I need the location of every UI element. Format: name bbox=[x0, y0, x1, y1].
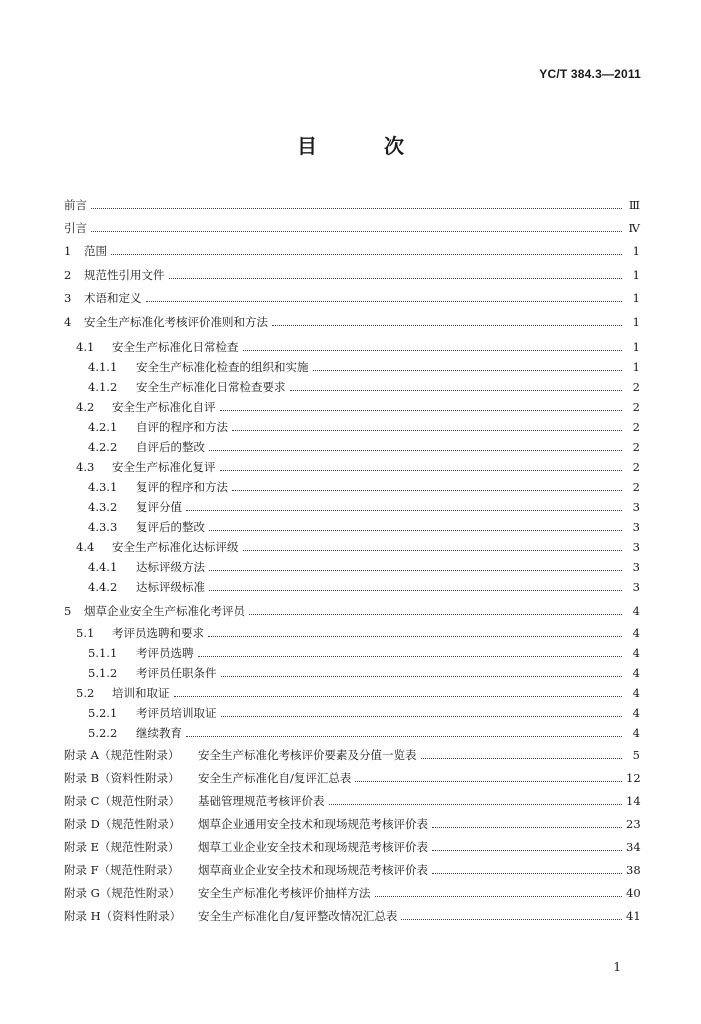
toc-entry-number: 4.3.1 bbox=[88, 480, 118, 494]
toc-entry[interactable] bbox=[64, 720, 640, 740]
toc-leader-dots bbox=[432, 857, 622, 874]
toc-entry-page: 3 bbox=[632, 540, 640, 554]
toc-entry-page: 4 bbox=[632, 604, 640, 618]
toc-entry-number: 4.1.1 bbox=[88, 360, 118, 374]
toc-entry-number: 4.4 bbox=[76, 540, 95, 554]
toc-entry-page: 2 bbox=[632, 400, 640, 414]
toc-entry-label: 烟草工业企业安全技术和现场规范考核评价表 bbox=[198, 840, 428, 854]
page-number: 1 bbox=[613, 960, 621, 974]
toc-entry-page: 3 bbox=[632, 520, 640, 534]
toc-entry-page: 38 bbox=[626, 863, 641, 877]
toc-entry-number: 4.2.1 bbox=[88, 420, 118, 434]
toc-entry-label: 复评的程序和方法 bbox=[136, 480, 228, 494]
toc-entry-number: 5.1.1 bbox=[88, 646, 118, 660]
toc-leader-dots bbox=[249, 598, 622, 615]
toc-leader-dots bbox=[208, 620, 622, 637]
toc-entry[interactable] bbox=[64, 434, 640, 454]
toc-leader-dots bbox=[401, 903, 622, 920]
toc-entry-number: 4.3.3 bbox=[88, 520, 118, 534]
toc-entry-number: 4.3 bbox=[76, 460, 95, 474]
toc-leader-dots bbox=[91, 215, 622, 232]
toc-entry-label: 烟草商业企业安全技术和现场规范考核评价表 bbox=[198, 863, 428, 877]
toc-entry-label: 术语和定义 bbox=[84, 291, 142, 305]
toc-entry-page: 2 bbox=[632, 480, 640, 494]
toc-entry-label: 范围 bbox=[84, 244, 107, 258]
toc-entry-page: 2 bbox=[632, 420, 640, 434]
toc-entry-page: 1 bbox=[632, 340, 640, 354]
toc-entry-page: 5 bbox=[632, 748, 640, 762]
toc-entry[interactable] bbox=[64, 394, 640, 414]
toc-entry[interactable] bbox=[64, 811, 641, 831]
toc-leader-dots bbox=[432, 811, 622, 828]
toc-leader-dots bbox=[174, 680, 623, 697]
toc-leader-dots bbox=[290, 374, 623, 391]
toc-entry[interactable] bbox=[64, 660, 640, 680]
toc-entry[interactable] bbox=[64, 215, 640, 235]
toc-entry-page: 3 bbox=[632, 500, 640, 514]
toc-entry[interactable] bbox=[64, 574, 640, 594]
toc-entry[interactable] bbox=[64, 903, 641, 923]
toc-entry-number: 4.3.2 bbox=[88, 500, 118, 514]
toc-leader-dots bbox=[243, 534, 623, 551]
toc-leader-dots bbox=[186, 720, 622, 737]
toc-entry[interactable] bbox=[64, 742, 640, 762]
toc-entry-number: 4.4.1 bbox=[88, 560, 118, 574]
toc-entry-label: 安全生产标准化考核评价抽样方法 bbox=[198, 886, 371, 900]
toc-entry-page: 14 bbox=[626, 794, 641, 808]
toc-entry-number: 5.2.1 bbox=[88, 706, 118, 720]
toc-entry-label: 安全生产标准化日常检查要求 bbox=[136, 380, 286, 394]
toc-entry-label: 引言 bbox=[64, 221, 87, 235]
toc-entry-page: 34 bbox=[626, 840, 641, 854]
toc-leader-dots bbox=[146, 285, 623, 302]
toc-entry[interactable] bbox=[64, 454, 640, 474]
toc-entry-number: 4.2.2 bbox=[88, 440, 118, 454]
toc-entry-number: 2 bbox=[64, 268, 72, 282]
toc-entry[interactable] bbox=[64, 554, 640, 574]
toc-entry-label: 安全生产标准化自评 bbox=[112, 400, 216, 414]
toc-entry-label: 考评员任职条件 bbox=[136, 666, 217, 680]
toc-entry-number: 1 bbox=[64, 244, 72, 258]
toc-entry[interactable] bbox=[64, 262, 640, 282]
toc-leader-dots bbox=[432, 834, 622, 851]
toc-entry-page: 3 bbox=[632, 560, 640, 574]
toc-entry-page: Ⅳ bbox=[628, 221, 640, 235]
toc-entry-page: 3 bbox=[632, 580, 640, 594]
toc-entry-number: 附录 G（规范性附录） bbox=[64, 886, 181, 900]
toc-entry[interactable] bbox=[64, 494, 640, 514]
toc-entry-label: 自评后的整改 bbox=[136, 440, 205, 454]
toc-entry-page: 40 bbox=[626, 886, 641, 900]
toc-entry-number: 5.2.2 bbox=[88, 726, 118, 740]
toc-leader-dots bbox=[220, 454, 623, 471]
toc-entry-number: 4.4.2 bbox=[88, 580, 118, 594]
toc-leader-dots bbox=[232, 414, 622, 431]
toc-entry-number: 4.1.2 bbox=[88, 380, 118, 394]
toc-entry-page: 1 bbox=[632, 315, 640, 329]
toc-entry[interactable] bbox=[64, 765, 641, 785]
toc-entry[interactable] bbox=[64, 620, 640, 640]
toc-leader-dots bbox=[329, 788, 623, 805]
toc-entry-page: 41 bbox=[626, 909, 641, 923]
toc-leader-dots bbox=[91, 192, 622, 209]
toc-entry[interactable] bbox=[64, 640, 640, 660]
toc-entry-label: 安全生产标准化日常检查 bbox=[112, 340, 239, 354]
toc-leader-dots bbox=[232, 474, 622, 491]
toc-leader-dots bbox=[355, 765, 622, 782]
toc-leader-dots bbox=[220, 394, 623, 411]
toc-entry-page: 4 bbox=[632, 686, 640, 700]
toc-entry-label: 考评员培训取证 bbox=[136, 706, 217, 720]
toc-entry-page: 12 bbox=[626, 771, 641, 785]
toc-entry-number: 5.2 bbox=[76, 686, 95, 700]
toc-entry-label: 烟草企业通用安全技术和现场规范考核评价表 bbox=[198, 817, 428, 831]
toc-entry[interactable] bbox=[64, 285, 640, 305]
toc-leader-dots bbox=[169, 262, 623, 279]
toc-leader-dots bbox=[375, 880, 623, 897]
toc-entry-number: 4.2 bbox=[76, 400, 95, 414]
toc-leader-dots bbox=[209, 434, 622, 451]
toc-entry-number: 附录 D（规范性附录） bbox=[64, 817, 181, 831]
toc-entry-page: 4 bbox=[632, 706, 640, 720]
toc-entry-label: 安全生产标准化考核评价要素及分值一览表 bbox=[198, 748, 417, 762]
toc-entry-page: 23 bbox=[626, 817, 641, 831]
toc-entry[interactable] bbox=[64, 700, 640, 720]
toc-entry[interactable] bbox=[64, 309, 640, 329]
toc-entry-label: 安全生产标准化检查的组织和实施 bbox=[136, 360, 309, 374]
toc-entry[interactable] bbox=[64, 857, 641, 877]
toc-entry[interactable] bbox=[64, 880, 641, 900]
toc-entry[interactable] bbox=[64, 192, 640, 212]
toc-entry[interactable] bbox=[64, 788, 641, 808]
toc-entry-label: 安全生产标准化自/复评汇总表 bbox=[198, 771, 352, 785]
toc-entry[interactable] bbox=[64, 474, 640, 494]
toc-entry-page: 4 bbox=[632, 666, 640, 680]
toc-entry-label: 安全生产标准化达标评级 bbox=[112, 540, 239, 554]
toc-entry[interactable] bbox=[64, 680, 640, 700]
page-title: 目 次 bbox=[297, 134, 434, 158]
toc-entry-page: 4 bbox=[632, 626, 640, 640]
toc-entry[interactable] bbox=[64, 598, 640, 618]
toc-leader-dots bbox=[243, 334, 623, 351]
toc-entry-number: 5.1.2 bbox=[88, 666, 118, 680]
toc-leader-dots bbox=[209, 574, 622, 591]
toc-leader-dots bbox=[221, 700, 623, 717]
toc-entry-page: 2 bbox=[632, 440, 640, 454]
toc-entry[interactable] bbox=[64, 374, 640, 394]
toc-leader-dots bbox=[186, 494, 622, 511]
toc-entry-number: 附录 C（规范性附录） bbox=[64, 794, 180, 808]
toc-leader-dots bbox=[272, 309, 622, 326]
toc-leader-dots bbox=[198, 640, 623, 657]
toc-entry-number: 4 bbox=[64, 315, 72, 329]
toc-entry-page: 1 bbox=[632, 268, 640, 282]
toc-leader-dots bbox=[209, 514, 622, 531]
toc-entry-page: 4 bbox=[632, 726, 640, 740]
toc-entry-label: 继续教育 bbox=[136, 726, 182, 740]
toc-entry-page: 4 bbox=[632, 646, 640, 660]
toc-entry-page: Ⅲ bbox=[628, 198, 640, 212]
toc-entry-number: 附录 A（规范性附录） bbox=[64, 748, 180, 762]
toc-entry-label: 达标评级方法 bbox=[136, 560, 205, 574]
toc-entry-label: 达标评级标准 bbox=[136, 580, 205, 594]
toc-entry-number: 5.1 bbox=[76, 626, 95, 640]
toc-entry[interactable] bbox=[64, 414, 640, 434]
toc-entry[interactable] bbox=[64, 834, 641, 854]
toc-entry-label: 培训和取证 bbox=[112, 686, 170, 700]
toc-leader-dots bbox=[209, 554, 622, 571]
toc-entry-number: 附录 B（资料性附录） bbox=[64, 771, 180, 785]
toc-entry[interactable] bbox=[64, 534, 640, 554]
toc-entry-number: 3 bbox=[64, 291, 72, 305]
toc-entry-page: 2 bbox=[632, 460, 640, 474]
toc-entry-label: 烟草企业安全生产标准化考评员 bbox=[84, 604, 245, 618]
toc-leader-dots bbox=[313, 354, 623, 371]
toc-entry-label: 规范性引用文件 bbox=[84, 268, 165, 282]
toc-entry-label: 考评员选聘和要求 bbox=[112, 626, 204, 640]
toc-entry-number: 4.1 bbox=[76, 340, 95, 354]
toc-leader-dots bbox=[421, 742, 623, 759]
toc-entry[interactable] bbox=[64, 238, 640, 258]
toc-leader-dots bbox=[111, 238, 622, 255]
toc-leader-dots bbox=[221, 660, 623, 677]
toc-entry-page: 1 bbox=[632, 244, 640, 258]
toc-entry[interactable] bbox=[64, 354, 640, 374]
toc-entry-number: 5 bbox=[64, 604, 72, 618]
toc-entry-label: 安全生产标准化自/复评整改情况汇总表 bbox=[198, 909, 398, 923]
toc-entry-label: 自评的程序和方法 bbox=[136, 420, 228, 434]
toc-entry-number: 附录 H（资料性附录） bbox=[64, 909, 182, 923]
toc-entry-page: 1 bbox=[632, 291, 640, 305]
toc-entry-label: 考评员选聘 bbox=[136, 646, 194, 660]
toc-entry-label: 基础管理规范考核评价表 bbox=[198, 794, 325, 808]
toc-entry-number: 附录 F（规范性附录） bbox=[64, 863, 180, 877]
toc-entry[interactable] bbox=[64, 514, 640, 534]
toc-entry-label: 复评后的整改 bbox=[136, 520, 205, 534]
toc-entry-page: 1 bbox=[632, 360, 640, 374]
toc-entry-label: 安全生产标准化考核评价准则和方法 bbox=[84, 315, 268, 329]
toc-entry-number: 附录 E（规范性附录） bbox=[64, 840, 180, 854]
toc-entry-label: 安全生产标准化复评 bbox=[112, 460, 216, 474]
toc-entry-label: 复评分值 bbox=[136, 500, 182, 514]
document-code: YC/T 384.3—2011 bbox=[539, 67, 641, 81]
toc-entry-page: 2 bbox=[632, 380, 640, 394]
toc-entry-label: 前言 bbox=[64, 198, 87, 212]
toc-entry[interactable] bbox=[64, 334, 640, 354]
